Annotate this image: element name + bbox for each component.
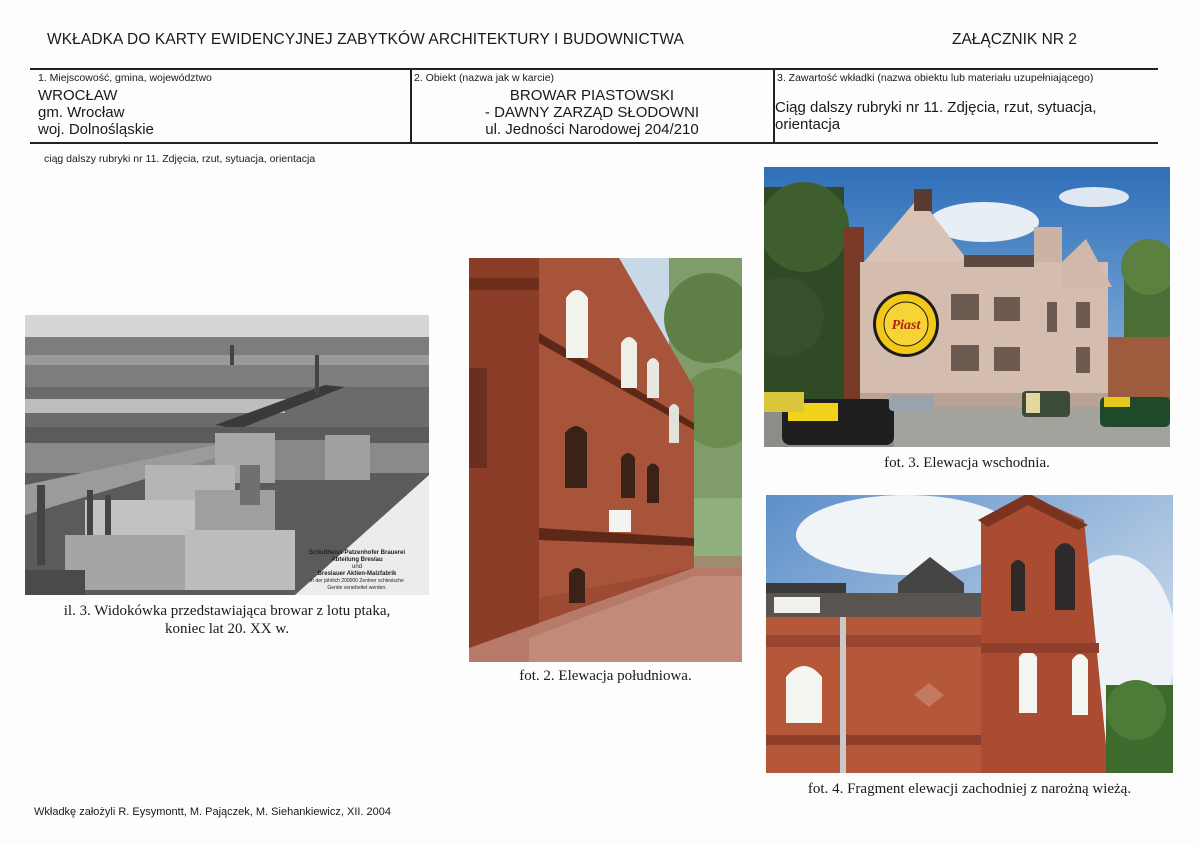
location-label: 1. Miejscowość, gmina, województwo (38, 72, 212, 84)
east-elevation-caption: fot. 3. Elewacja wschodnia. (884, 455, 1050, 471)
postcard-photo (25, 315, 429, 595)
object-cell (414, 72, 770, 138)
postcard-print-text (287, 550, 427, 592)
postcard-print-line: Breslauer Aktien-Malzfabrik (317, 571, 397, 577)
table-top-rule (30, 68, 1158, 70)
subheading: ciąg dalszy rubryki nr 11. Zdjęcia, rzut, sytuacja, orientacja (44, 153, 316, 165)
content-description: Ciąg dalszy rubryki nr 11. Zdjęcia, rzut, sytuacja, orientacja (775, 99, 1097, 133)
object-address: ul. Jedności Narodowej 204/210 (485, 121, 699, 138)
west-elevation-photo (766, 495, 1173, 773)
location-voivodeship: woj. Dolnośląskie (38, 121, 154, 138)
postcard-print-line: Abteilung Breslau (331, 557, 383, 563)
south-elevation-image (469, 258, 742, 662)
postcard-print-line: in der jährlich 200000 Zentner schlesische (310, 578, 404, 584)
content-label: 3. Zawartość wkładki (nazwa obiektu lub materiału uzupełniającego) (777, 72, 1094, 84)
postcard-print-line: Gerste verarbeitet werden. (327, 585, 387, 591)
object-former-name: - DAWNY ZARZĄD SŁODOWNI (484, 104, 700, 121)
west-elevation-caption: fot. 4. Fragment elewacji zachodniej z narożną wieżą. (807, 781, 1132, 797)
postcard-caption-line: koniec lat 20. XX w. (165, 621, 289, 637)
west-elevation-image (766, 495, 1173, 773)
postcard-caption-line: il. 3. Widokówka przedstawiająca browar z lotu ptaka, (63, 603, 391, 619)
object-label: 2. Obiekt (nazwa jak w karcie) (414, 72, 555, 84)
postcard-print-line: und (351, 564, 362, 570)
south-elevation-photo (469, 258, 742, 662)
table-bottom-rule (30, 142, 1158, 144)
content-cell (777, 72, 1162, 133)
east-elevation-image (764, 167, 1170, 447)
table-divider (410, 70, 412, 143)
postcard-caption (25, 602, 429, 638)
location-city: WROCŁAW (38, 87, 118, 104)
south-elevation-caption: fot. 2. Elewacja południowa. (519, 668, 692, 684)
annex-label: ZAŁĄCZNIK NR 2 (952, 31, 1077, 48)
east-elevation-photo (764, 167, 1170, 447)
footer-authors: Wkładkę założyli R. Eysymontt, M. Pajączek, M. Siehankiewicz, XII. 2004 (34, 806, 392, 818)
location-commune: gm. Wrocław (38, 104, 125, 121)
postcard-print-line: Schultheiss-Patzenhofer Brauerei (308, 550, 406, 556)
piast-logo-text: Piast (891, 318, 921, 333)
object-name: BROWAR PIASTOWSKI (509, 87, 675, 104)
document-title: WKŁADKA DO KARTY EWIDENCYJNEJ ZABYTKÓW ARCHITEKTURY I BUDOWNICTWA (47, 31, 684, 48)
location-cell (38, 72, 408, 138)
